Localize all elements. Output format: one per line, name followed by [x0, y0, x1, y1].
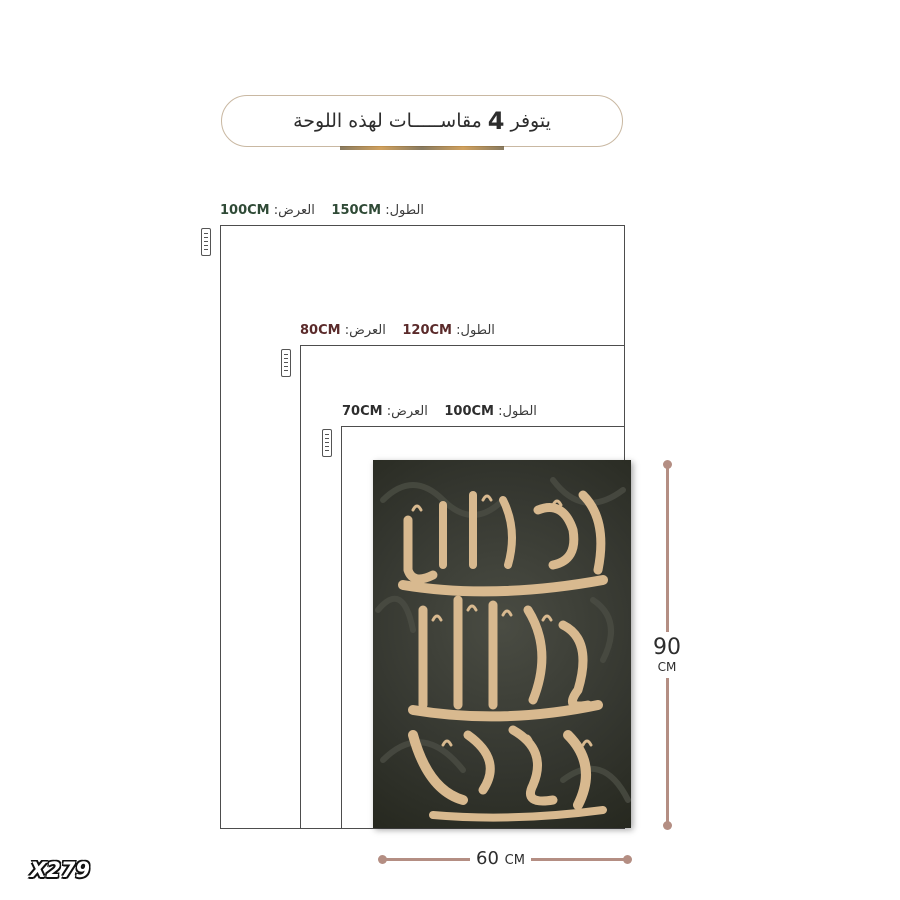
width-value: 70CM: [342, 404, 383, 419]
width-value: 80CM: [300, 323, 341, 338]
width-label: العرض:: [344, 323, 386, 338]
length-label: الطول:: [385, 203, 424, 218]
length-value: 100CM: [444, 404, 494, 419]
calligraphy-painting: [373, 460, 631, 828]
length-value: 150CM: [331, 203, 382, 218]
banner-suffix: مقاســـــات لهذه اللوحة: [293, 110, 482, 132]
product-code: X279: [30, 858, 91, 882]
width-dim-unit: CM: [504, 853, 525, 868]
height-unit: CM: [657, 660, 677, 674]
ruler-icon: [201, 228, 211, 256]
banner-prefix: يتوفر: [510, 110, 551, 132]
size-label-medium: [300, 323, 495, 338]
height-dimension-label: [646, 632, 688, 678]
size-label-small: [342, 404, 537, 419]
width-dim-value: 60: [476, 848, 499, 869]
banner-underline: [340, 146, 504, 150]
height-value: 90: [653, 635, 681, 660]
length-value: 120CM: [402, 323, 452, 338]
sizes-banner: [221, 95, 623, 147]
ruler-icon: [281, 349, 291, 377]
width-value: 100CM: [220, 203, 270, 218]
ruler-icon: [322, 429, 332, 457]
length-label: الطول:: [498, 404, 537, 419]
width-label: العرض:: [273, 203, 315, 218]
width-label: العرض:: [386, 404, 428, 419]
width-dimension-label: [470, 848, 531, 869]
length-label: الطول:: [456, 323, 495, 338]
size-label-large: [220, 203, 424, 218]
calligraphy-artwork: [373, 460, 631, 828]
banner-number: 4: [487, 107, 505, 135]
